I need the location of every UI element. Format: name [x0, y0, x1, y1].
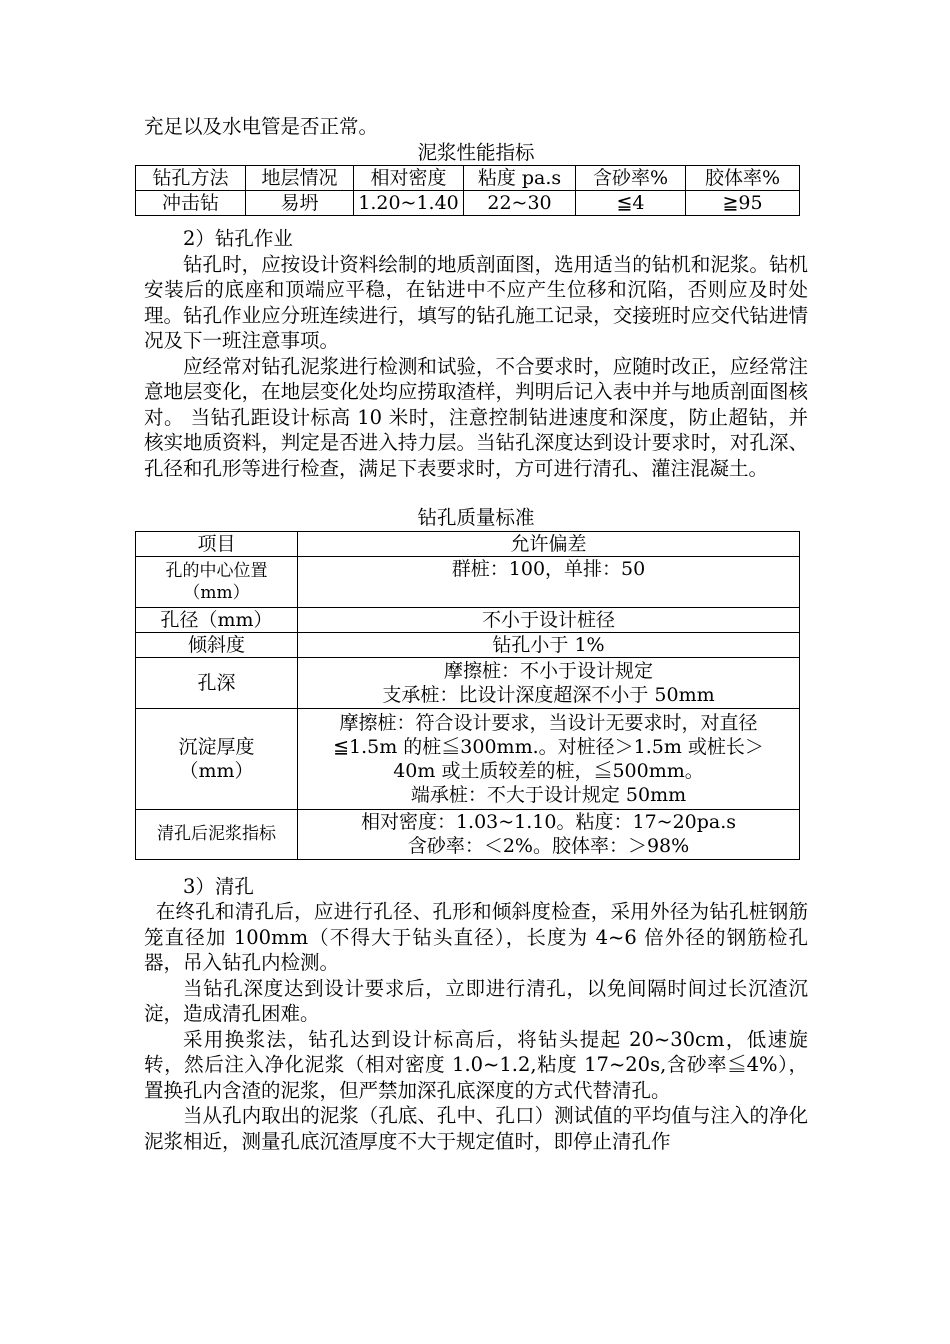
value-text: 摩擦桩：符合设计要求，当设计无要求时，对直径 [339, 711, 758, 734]
paragraph: 采用换浆法，钻孔达到设计标高后，将钻头提起 20~30cm，低速旋转，然后注入净化泥浆（相对密度 1.0~1.2,粘度 17~20s,含砂率≦4%），置换孔内含渣的泥浆，但严禁加深孔底深度的方式代替清孔。 [144, 1027, 808, 1102]
section-heading-drilling: 2）钻孔作业 [183, 227, 293, 250]
table-row [136, 556, 800, 607]
table-row [136, 607, 800, 632]
drilling-quality-table [135, 531, 800, 860]
header-cell: 胶体率% [686, 166, 800, 191]
mud-table-caption: 泥浆性能指标 [417, 140, 535, 164]
table-header-row [136, 166, 800, 191]
header-cell: 项目 [136, 531, 298, 556]
value-text: 群桩：100，单排：50 [451, 557, 646, 580]
value-text: 相对密度：1.03~1.10。粘度：17~20pa.s [360, 811, 737, 833]
table-row [136, 657, 800, 708]
table-row [136, 632, 800, 657]
paragraph: 在终孔和清孔后，应进行孔径、孔形和倾斜度检查，采用外径为钻孔桩钢筋笼直径加 100mm（不得大于钻头直径），长度为 4~6 倍外径的钢筋检孔器，吊入钻孔内检测。 [144, 900, 808, 974]
item-cell [136, 708, 298, 809]
table-cell: 易坍 [246, 191, 354, 216]
paragraph: 当钻孔深度达到设计要求后，立即进行清孔，以免间隔时间过长沉渣沉淀，造成清孔困难。 [144, 976, 808, 1025]
item-cell: 孔径（mm） [136, 607, 298, 632]
value-text: 端承桩：不大于设计规定 50mm [410, 783, 687, 806]
quality-table-caption: 钻孔质量标准 [417, 506, 535, 529]
header-cell: 相对密度 [354, 166, 464, 191]
item-text: 沉淀厚度 [178, 735, 255, 758]
document-page [144, 114, 808, 1154]
header-cell: 粘度 pa.s [464, 166, 576, 191]
value-cell [298, 657, 800, 708]
value-text: 40m 或土质较差的桩，≦500mm。 [393, 759, 704, 782]
value-cell [298, 556, 800, 607]
item-cell: 孔深 [136, 657, 298, 708]
table-row [136, 708, 800, 809]
item-text: 孔的中心位置 [165, 560, 268, 581]
table-row [136, 191, 800, 216]
header-cell: 允许偏差 [298, 531, 800, 556]
value-text: 支承桩：比设计深度超深不小于 50mm [382, 683, 715, 706]
item-text: （mm） [183, 582, 250, 603]
table-cell: 22~30 [464, 191, 576, 216]
header-cell: 钻孔方法 [136, 166, 246, 191]
table-row [136, 809, 800, 859]
value-cell [298, 708, 800, 809]
table-cell: 冲击钻 [136, 191, 246, 216]
item-text: （mm） [179, 759, 254, 782]
value-cell: 钻孔小于 1% [298, 632, 800, 657]
paragraph: 应经常对钻孔泥浆进行检测和试验，不合要求时，应随时改正，应经常注意地层变化，在地层变化处均应捞取渣样，判明后记入表中并与地质剖面图核对。 当钻孔距设计标高 10 米时，注意控制钻进速度和深度，防止超钻，并核实地质资料，判定是否进入持力层。当钻孔深度达到设计要求时，对孔深、孔径和孔形等进行检查，满足下表要求时，方可进行清孔、灌注混凝土。 [144, 354, 808, 480]
table-cell: ≦4 [576, 191, 686, 216]
header-cell: 含砂率% [576, 166, 686, 191]
mud-performance-table [135, 165, 800, 216]
item-cell [136, 556, 298, 607]
value-cell: 不小于设计桩径 [298, 607, 800, 632]
section-heading-cleaning: 3）清孔 [183, 874, 254, 898]
table-cell: ≧95 [686, 191, 800, 216]
value-cell [298, 809, 800, 859]
header-cell: 地层情况 [246, 166, 354, 191]
value-text: 摩擦桩：不小于设计规定 [443, 659, 653, 682]
paragraph: 钻孔时，应按设计资料绘制的地质剖面图，选用适当的钻机和泥浆。钻机安装后的底座和顶端应平稳，在钻进中不应产生位移和沉陷，否则应及时处理。钻孔作业应分班连续进行，填写的钻孔施工记录，交接班时应交代钻进情况及下一班注意事项。 [144, 252, 808, 352]
value-text: ≦1.5m 的桩≦300mm.。对桩径＞1.5m 或桩长＞ [333, 735, 764, 758]
paragraph: 当从孔内取出的泥浆（孔底、孔中、孔口）测试值的平均值与注入的净化泥浆相近，测量孔底沉渣厚度不大于规定值时，即停止清孔作 [144, 1104, 808, 1153]
value-text: 含砂率：＜2%。胶体率：＞98% [407, 835, 690, 857]
item-cell: 倾斜度 [136, 632, 298, 657]
table-header-row [136, 531, 800, 556]
item-cell: 清孔后泥浆指标 [136, 809, 298, 859]
table-cell: 1.20~1.40 [354, 191, 464, 216]
intro-line: 充足以及水电管是否正常。 [144, 115, 379, 138]
